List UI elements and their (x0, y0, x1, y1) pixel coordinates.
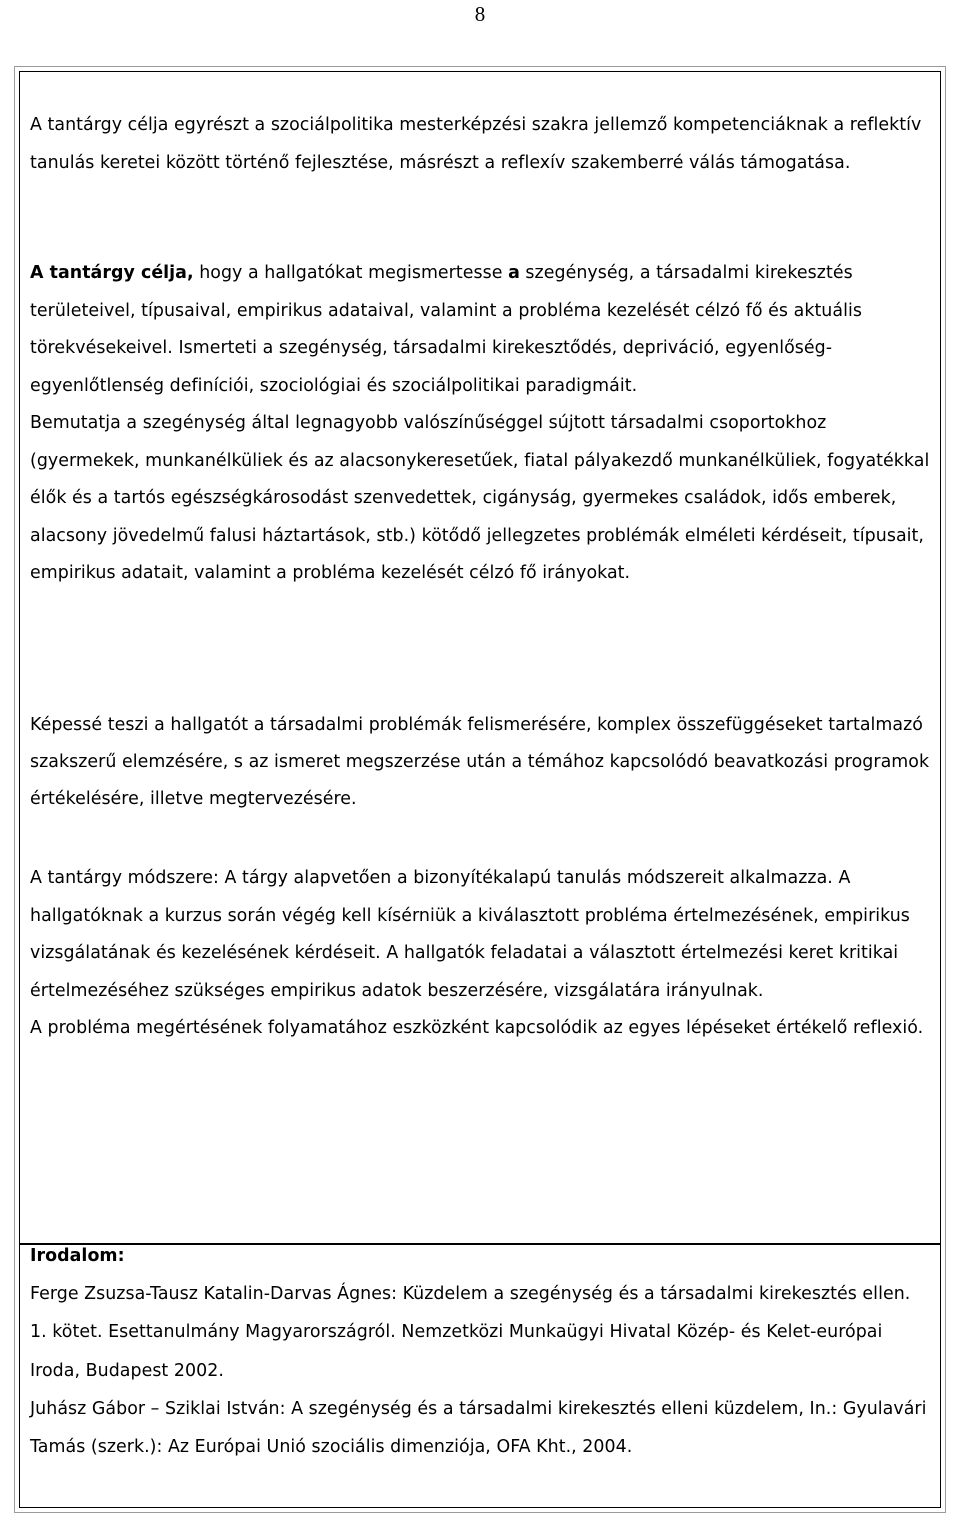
method-section (30, 860, 930, 1048)
intro-section (30, 107, 930, 182)
aim-bold-a: a (508, 263, 520, 283)
literature-section (30, 1237, 930, 1466)
competence-paragraph: Képessé teszi a hallgatót a társadalmi problémák felismerésére, komplex összefüggéseket tartalmazó szakszerű elemzésére, s az ismeret megszerzése után a témához kapcsolódó beavatkozási programok értékelésére, illetve megtervezésére. (30, 715, 930, 809)
literature-heading-text: Irodalom: (30, 1246, 125, 1266)
aim-lead: A tantárgy célja, (30, 263, 194, 283)
aim-paragraph-2: Bemutatja a szegénység által legnagyobb valószínűséggel sújtott társadalmi csoportokhoz (gyermekek, munkanélküliek és az alacsonykeresetűek, fiatal pályakezdő munkanélküliek, fogyatékkal élők és a tartós egészségkárosodást szenvedettek, cigányság, gyermekes családok, idős emberek, alacsony jövedelmű falusi háztartások, stb.) kötődő jellegzetes problémák elméleti kérdéseit, típusait, empirikus adatait, valamint a probléma kezelését célzó fő irányokat. (30, 413, 930, 583)
reference-2: Juhász Gábor – Sziklai István: A szegénység és a társadalmi kirekesztés elleni küzdelem, In.: Gyulavári Tamás (szerk.): Az Európai Unió szociális dimenziója, OFA Kht., 2004. (30, 1398, 927, 1458)
aim-section (30, 255, 930, 593)
aim-text-a: hogy a hallgatókat megismertesse (193, 263, 509, 283)
method-paragraph: A tantárgy módszere: A tárgy alapvetően a bizonyítékalapú tanulás módszereit alkalmazza. A hallgatóknak a kurzus során végég kell kísérniük a kiválasztott probléma értelmezésének, empirikus vizsgálatának és kezelésének kérdéseit. A hallgatók feladatai a választott értelmezési keret kritikai értelmezéséhez szükséges empirikus adatok beszerzésére, vizsgálatára irányulnak. (30, 868, 910, 1001)
method-paragraph-2: A probléma megértésének folyamatához eszközként kapcsolódik az egyes lépéseket értékelő reflexió. (30, 1018, 924, 1039)
literature-heading (30, 1237, 930, 1275)
reference-1: Ferge Zsuzsa-Tausz Katalin-Darvas Ágnes: Küzdelem a szegénység és a társadalmi kirekesztés ellen. 1. kötet. Esettanulmány Magyarországról. Nemzetközi Munkaügyi Hivatal Közép- és Kelet-európai Iroda, Budapest 2002. (30, 1284, 911, 1381)
aim-paragraph (30, 255, 930, 405)
page-number: 8 (474, 2, 486, 26)
intro-paragraph: A tantárgy célja egyrészt a szociálpolitika mesterképzési szakra jellemző kompetenciáknak a reflektív tanulás keretei között történő fejlesztése, másrészt a reflexív szakemberré válás támogatása. (30, 115, 922, 173)
aim-text-b: szegénység, a társadalmi kirekesztés területeivel, típusaival, empirikus adataival, valamint a probléma kezelését célzó fő és aktuális törekvésekeivel. Ismerteti a szegénység, társadalmi kirekesztődés, depriváció, egyenlőség-egyenlőtlenség definíciói, szociológiai és szociálpolitikai paradigmáit. (30, 263, 862, 396)
competence-section (30, 707, 930, 818)
